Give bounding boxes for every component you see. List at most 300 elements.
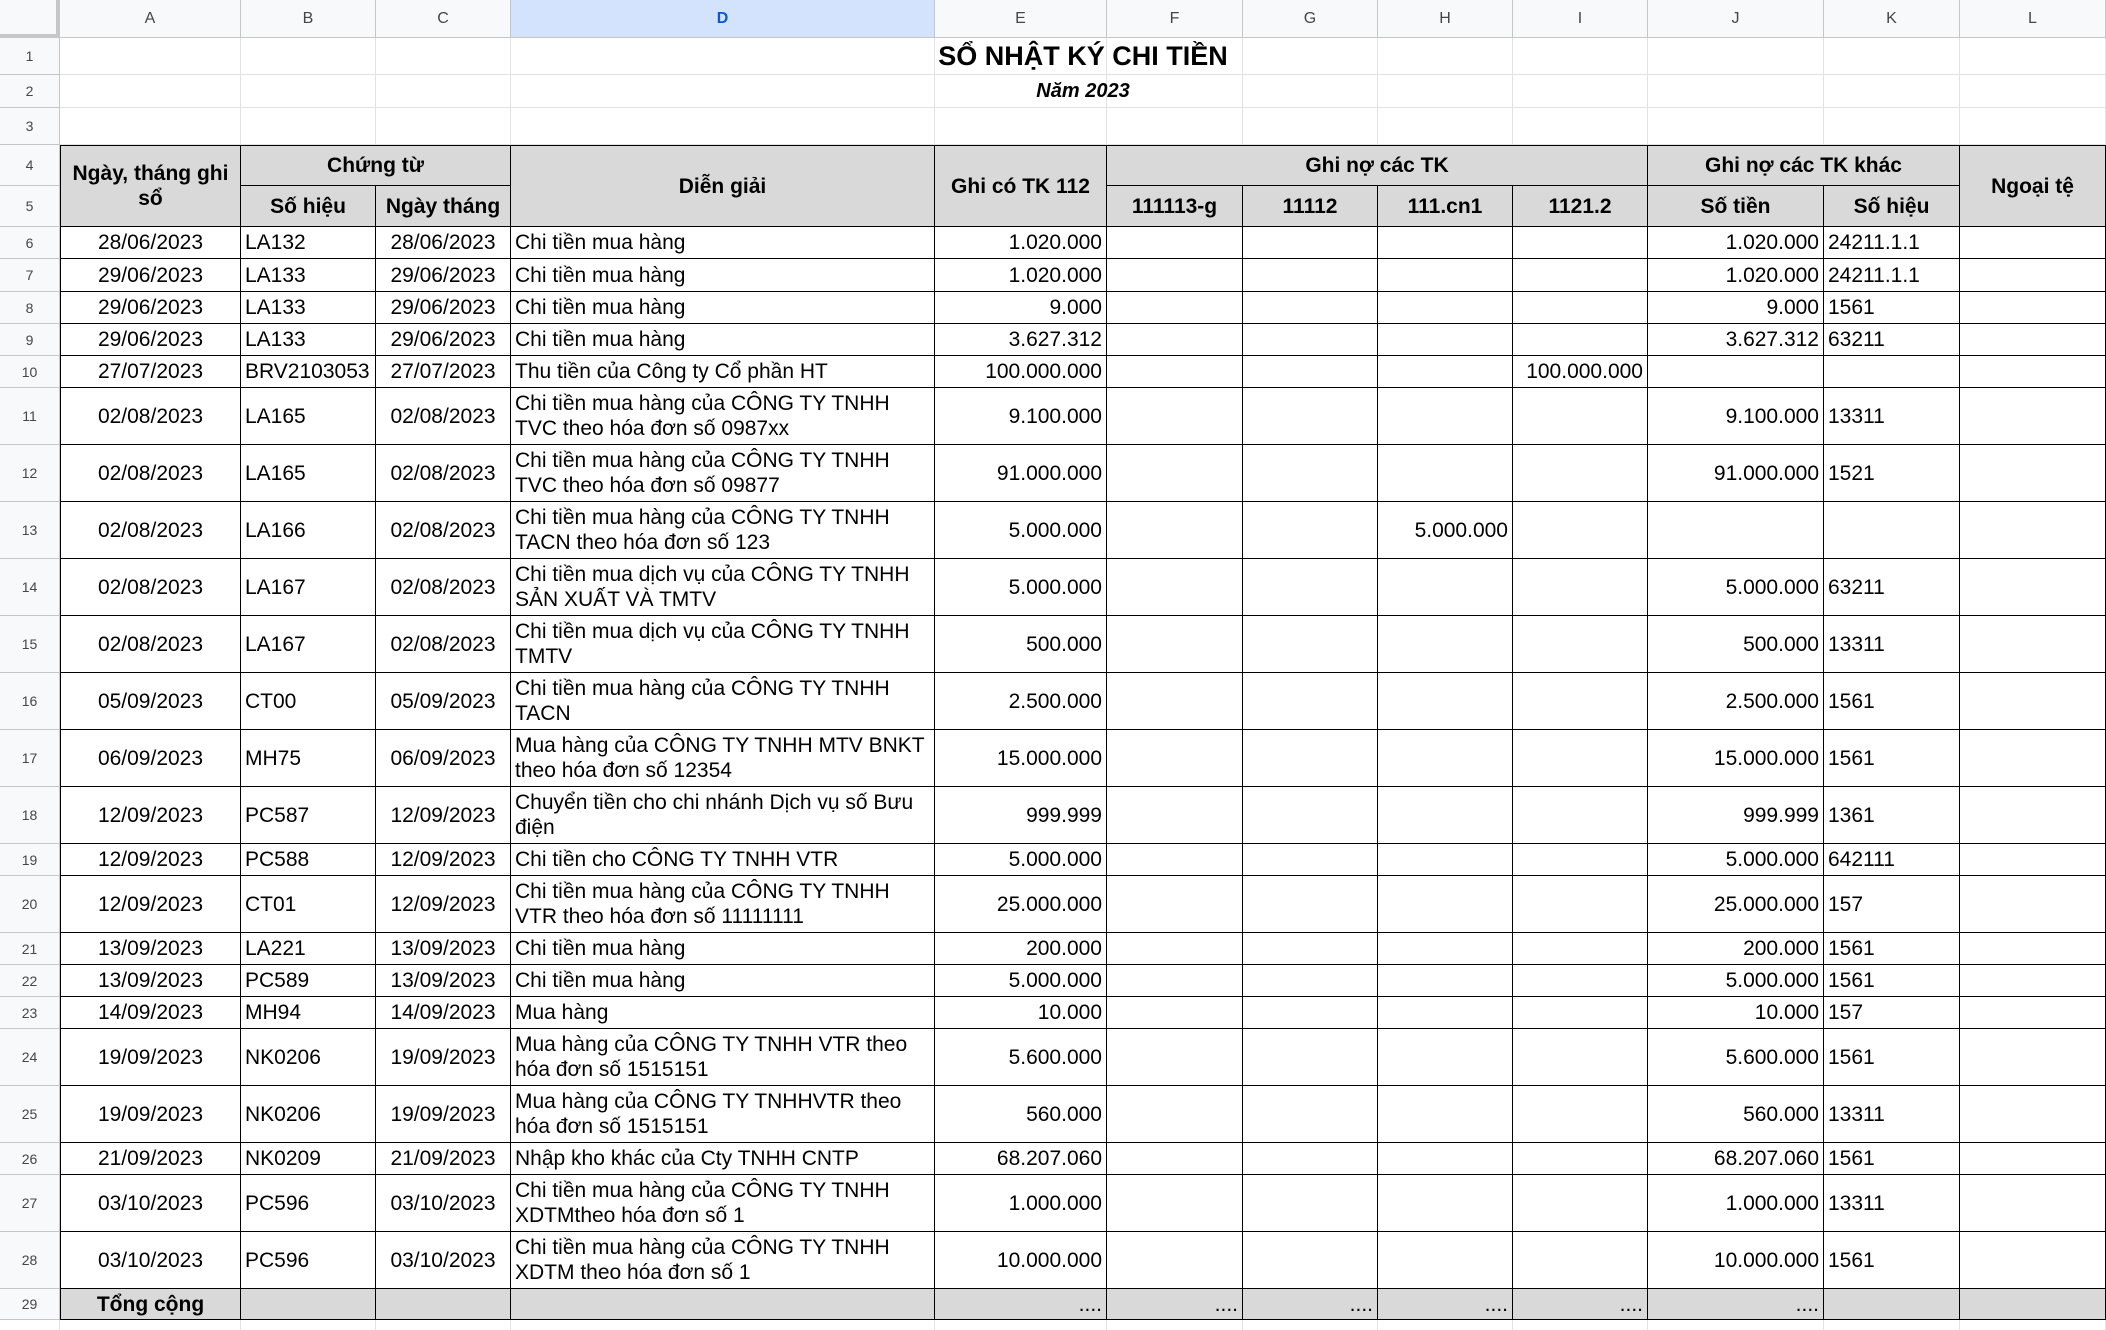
cell-foreign-currency[interactable] xyxy=(1960,933,2106,965)
cell-voucher-no[interactable]: PC596 xyxy=(241,1232,376,1289)
cell-date[interactable]: 29/06/2023 xyxy=(60,324,241,356)
cell-voucher-no[interactable]: CT00 xyxy=(241,673,376,730)
cell-date[interactable]: 13/09/2023 xyxy=(60,965,241,997)
cell-foreign-currency[interactable] xyxy=(1960,1175,2106,1232)
cell-debit-11112[interactable] xyxy=(1243,616,1378,673)
cell-debit-111-cn1[interactable] xyxy=(1378,1143,1513,1175)
cell-credit-amount[interactable]: 5.000.000 xyxy=(935,502,1107,559)
cell-debit-1121-2[interactable] xyxy=(1513,673,1648,730)
row-header-14[interactable]: 14 xyxy=(0,559,60,616)
cell-debit-111113-g[interactable] xyxy=(1107,356,1243,388)
cell-description[interactable]: Chi tiền mua hàng xyxy=(511,965,935,997)
cell-other-account[interactable]: 13311 xyxy=(1824,1175,1960,1232)
cell-debit-1121-2[interactable] xyxy=(1513,1086,1648,1143)
cell-credit-amount[interactable]: 3.627.312 xyxy=(935,324,1107,356)
column-header-c[interactable]: C xyxy=(376,0,511,38)
cell-total-debit[interactable]: .... xyxy=(1107,1289,1243,1320)
cell-voucher-date[interactable]: 19/09/2023 xyxy=(376,1086,511,1143)
cell-date[interactable]: 21/09/2023 xyxy=(60,1143,241,1175)
cell-date[interactable]: 02/08/2023 xyxy=(60,616,241,673)
cell-description[interactable]: Chi tiền mua hàng của CÔNG TY TNHH TVC theo hóa đơn số 0987xx xyxy=(511,388,935,445)
cell-debit-11112[interactable] xyxy=(1243,502,1378,559)
cell-other-amount[interactable]: 25.000.000 xyxy=(1648,876,1824,933)
row-header-22[interactable]: 22 xyxy=(0,965,60,997)
cell-debit-111-cn1[interactable] xyxy=(1378,787,1513,844)
cell-other-amount[interactable]: 500.000 xyxy=(1648,616,1824,673)
cell-debit-11112[interactable] xyxy=(1243,997,1378,1029)
cell-voucher-date[interactable]: 13/09/2023 xyxy=(376,965,511,997)
row-header-6[interactable]: 6 xyxy=(0,227,60,259)
cell-voucher-no[interactable]: LA221 xyxy=(241,933,376,965)
cell-credit-amount[interactable]: 5.600.000 xyxy=(935,1029,1107,1086)
cell-other-amount[interactable]: 5.600.000 xyxy=(1648,1029,1824,1086)
row-header-4[interactable]: 4 xyxy=(0,145,60,186)
cell-debit-1121-2[interactable] xyxy=(1513,787,1648,844)
cell-debit-111113-g[interactable] xyxy=(1107,227,1243,259)
cell-date[interactable]: 29/06/2023 xyxy=(60,292,241,324)
cell-date[interactable]: 06/09/2023 xyxy=(60,730,241,787)
cell-date[interactable]: 12/09/2023 xyxy=(60,844,241,876)
cell-credit-amount[interactable]: 1.020.000 xyxy=(935,227,1107,259)
cell-debit-111-cn1[interactable] xyxy=(1378,997,1513,1029)
cell-description[interactable]: Nhập kho khác của Cty TNHH CNTP xyxy=(511,1143,935,1175)
cell-other-account[interactable]: 24211.1.1 xyxy=(1824,259,1960,292)
header-debit-account[interactable]: 1121.2 xyxy=(1513,186,1648,227)
cell-other-amount[interactable]: 1.020.000 xyxy=(1648,227,1824,259)
cell-debit-111113-g[interactable] xyxy=(1107,559,1243,616)
row-header-18[interactable]: 18 xyxy=(0,787,60,844)
cell-debit-1121-2[interactable] xyxy=(1513,933,1648,965)
cell-other-amount[interactable]: 15.000.000 xyxy=(1648,730,1824,787)
cell-other-amount[interactable]: 5.000.000 xyxy=(1648,965,1824,997)
cell-debit-111-cn1[interactable] xyxy=(1378,259,1513,292)
cell-other-account[interactable]: 1561 xyxy=(1824,673,1960,730)
cell-voucher-date[interactable]: 12/09/2023 xyxy=(376,787,511,844)
cell-debit-1121-2[interactable] xyxy=(1513,844,1648,876)
cell-description[interactable]: Chuyển tiền cho chi nhánh Dịch vụ số Bưu điện xyxy=(511,787,935,844)
row-header-12[interactable]: 12 xyxy=(0,445,60,502)
cell-voucher-date[interactable]: 21/09/2023 xyxy=(376,1143,511,1175)
cell-voucher-date[interactable]: 27/07/2023 xyxy=(376,356,511,388)
cell-other-account[interactable]: 24211.1.1 xyxy=(1824,227,1960,259)
cell-date[interactable]: 03/10/2023 xyxy=(60,1175,241,1232)
cell-total-label[interactable]: Tổng cộng xyxy=(60,1289,241,1320)
cell-debit-111-cn1[interactable] xyxy=(1378,227,1513,259)
column-header-b[interactable]: B xyxy=(241,0,376,38)
cell-debit-111113-g[interactable] xyxy=(1107,1086,1243,1143)
cell-credit-amount[interactable]: 560.000 xyxy=(935,1086,1107,1143)
cell-description[interactable]: Thu tiền của Công ty Cổ phần HT xyxy=(511,356,935,388)
cell-debit-111113-g[interactable] xyxy=(1107,259,1243,292)
cell-other-account[interactable]: 63211 xyxy=(1824,324,1960,356)
cell-foreign-currency[interactable] xyxy=(1960,616,2106,673)
cell-description[interactable]: Chi tiền mua hàng của CÔNG TY TNHH XDTM theo hóa đơn số 1 xyxy=(511,1232,935,1289)
cell-debit-111-cn1[interactable] xyxy=(1378,445,1513,502)
cell-description[interactable]: Chi tiền mua hàng của CÔNG TY TNHH XDTMtheo hóa đơn số 1 xyxy=(511,1175,935,1232)
cell-other-account[interactable]: 1561 xyxy=(1824,730,1960,787)
cell-other-amount[interactable]: 9.000 xyxy=(1648,292,1824,324)
cell-other-amount[interactable] xyxy=(1648,502,1824,559)
cell-description[interactable]: Chi tiền mua hàng xyxy=(511,933,935,965)
cell-description[interactable]: Chi tiền mua hàng của CÔNG TY TNHH VTR theo hóa đơn số 11111111 xyxy=(511,876,935,933)
cell-debit-1121-2[interactable] xyxy=(1513,445,1648,502)
cell-debit-111-cn1[interactable] xyxy=(1378,616,1513,673)
cell-voucher-date[interactable]: 02/08/2023 xyxy=(376,559,511,616)
cell-debit-11112[interactable] xyxy=(1243,356,1378,388)
cell-total-empty[interactable] xyxy=(511,1289,935,1320)
cell-date[interactable]: 02/08/2023 xyxy=(60,445,241,502)
cell-date[interactable]: 03/10/2023 xyxy=(60,1232,241,1289)
header-other-amount[interactable]: Số tiền xyxy=(1648,186,1824,227)
cell-debit-1121-2[interactable] xyxy=(1513,1143,1648,1175)
cell-description[interactable]: Chi tiền cho CÔNG TY TNHH VTR xyxy=(511,844,935,876)
cell-debit-1121-2[interactable] xyxy=(1513,997,1648,1029)
cell-credit-amount[interactable]: 200.000 xyxy=(935,933,1107,965)
cell-debit-1121-2[interactable] xyxy=(1513,324,1648,356)
cell-foreign-currency[interactable] xyxy=(1960,673,2106,730)
cell-other-account[interactable]: 63211 xyxy=(1824,559,1960,616)
cell-debit-11112[interactable] xyxy=(1243,673,1378,730)
cell-other-account[interactable]: 157 xyxy=(1824,997,1960,1029)
cell-debit-111113-g[interactable] xyxy=(1107,876,1243,933)
cell-debit-1121-2[interactable] xyxy=(1513,876,1648,933)
cell-other-amount[interactable]: 3.627.312 xyxy=(1648,324,1824,356)
column-header-f[interactable]: F xyxy=(1107,0,1243,38)
cell-debit-1121-2[interactable] xyxy=(1513,259,1648,292)
cell-voucher-date[interactable]: 29/06/2023 xyxy=(376,324,511,356)
cell-date[interactable]: 05/09/2023 xyxy=(60,673,241,730)
cell-date[interactable]: 02/08/2023 xyxy=(60,388,241,445)
cell-date[interactable]: 12/09/2023 xyxy=(60,787,241,844)
cell-other-account[interactable]: 1361 xyxy=(1824,787,1960,844)
cell-foreign-currency[interactable] xyxy=(1960,227,2106,259)
cell-debit-1121-2[interactable]: 100.000.000 xyxy=(1513,356,1648,388)
cell-description[interactable]: Chi tiền mua hàng của CÔNG TY TNHH TACN theo hóa đơn số 123 xyxy=(511,502,935,559)
sheet-title[interactable]: SỔ NHẬT KÝ CHI TIỀN xyxy=(938,41,1228,71)
row-header-7[interactable]: 7 xyxy=(0,259,60,292)
cell-voucher-date[interactable]: 19/09/2023 xyxy=(376,1029,511,1086)
cell-other-account[interactable] xyxy=(1824,356,1960,388)
cell-debit-111113-g[interactable] xyxy=(1107,673,1243,730)
cell-debit-111113-g[interactable] xyxy=(1107,1175,1243,1232)
header-other-account[interactable]: Số hiệu xyxy=(1824,186,1960,227)
cell-debit-111113-g[interactable] xyxy=(1107,1232,1243,1289)
cell-credit-amount[interactable]: 2.500.000 xyxy=(935,673,1107,730)
cell-voucher-no[interactable]: BRV2103053 xyxy=(241,356,376,388)
cell-credit-amount[interactable]: 9.100.000 xyxy=(935,388,1107,445)
cell-debit-111-cn1[interactable] xyxy=(1378,388,1513,445)
row-header-24[interactable]: 24 xyxy=(0,1029,60,1086)
row-header-16[interactable]: 16 xyxy=(0,673,60,730)
cell-debit-111113-g[interactable] xyxy=(1107,787,1243,844)
cell-voucher-date[interactable]: 14/09/2023 xyxy=(376,997,511,1029)
cell-debit-11112[interactable] xyxy=(1243,876,1378,933)
cell-foreign-currency[interactable] xyxy=(1960,324,2106,356)
cell-debit-111-cn1[interactable] xyxy=(1378,1029,1513,1086)
cell-debit-11112[interactable] xyxy=(1243,259,1378,292)
cell-debit-111113-g[interactable] xyxy=(1107,445,1243,502)
cell-debit-111-cn1[interactable] xyxy=(1378,559,1513,616)
cell-credit-amount[interactable]: 91.000.000 xyxy=(935,445,1107,502)
cell-voucher-date[interactable]: 06/09/2023 xyxy=(376,730,511,787)
header-debit-account[interactable]: 11112 xyxy=(1243,186,1378,227)
cell-debit-11112[interactable] xyxy=(1243,388,1378,445)
cell-other-account[interactable]: 13311 xyxy=(1824,388,1960,445)
cell-debit-11112[interactable] xyxy=(1243,324,1378,356)
cell-voucher-no[interactable]: NK0206 xyxy=(241,1086,376,1143)
cell-debit-1121-2[interactable] xyxy=(1513,502,1648,559)
cell-debit-111-cn1[interactable] xyxy=(1378,844,1513,876)
header-credit-112[interactable]: Ghi có TK 112 xyxy=(935,145,1107,227)
cell-description[interactable]: Mua hàng của CÔNG TY TNHHVTR theo hóa đơn số 1515151 xyxy=(511,1086,935,1143)
cell-debit-111-cn1[interactable] xyxy=(1378,876,1513,933)
cell-date[interactable]: 02/08/2023 xyxy=(60,502,241,559)
cell-debit-111113-g[interactable] xyxy=(1107,965,1243,997)
column-header-d[interactable]: D xyxy=(511,0,935,38)
cell-debit-11112[interactable] xyxy=(1243,227,1378,259)
cell-date[interactable]: 28/06/2023 xyxy=(60,227,241,259)
cell-debit-1121-2[interactable] xyxy=(1513,616,1648,673)
header-date[interactable]: Ngày, tháng ghi sổ xyxy=(60,145,241,227)
cell-debit-111-cn1[interactable] xyxy=(1378,933,1513,965)
column-header-i[interactable]: I xyxy=(1513,0,1648,38)
cell-other-amount[interactable]: 999.999 xyxy=(1648,787,1824,844)
cell-debit-111113-g[interactable] xyxy=(1107,1029,1243,1086)
cell-credit-amount[interactable]: 5.000.000 xyxy=(935,965,1107,997)
sheet-subtitle[interactable]: Năm 2023 xyxy=(1036,80,1130,102)
cell-other-account[interactable]: 1561 xyxy=(1824,933,1960,965)
cell-debit-111113-g[interactable] xyxy=(1107,1143,1243,1175)
cell-voucher-no[interactable]: LA167 xyxy=(241,616,376,673)
column-header-e[interactable]: E xyxy=(935,0,1107,38)
cell-credit-amount[interactable]: 25.000.000 xyxy=(935,876,1107,933)
cell-debit-11112[interactable] xyxy=(1243,730,1378,787)
row-header-23[interactable]: 23 xyxy=(0,997,60,1029)
cell-credit-amount[interactable]: 100.000.000 xyxy=(935,356,1107,388)
column-header-k[interactable]: K xyxy=(1824,0,1960,38)
cell-voucher-date[interactable]: 03/10/2023 xyxy=(376,1232,511,1289)
cell-voucher-date[interactable]: 28/06/2023 xyxy=(376,227,511,259)
row-header-13[interactable]: 13 xyxy=(0,502,60,559)
cell-voucher-date[interactable]: 12/09/2023 xyxy=(376,876,511,933)
cell-debit-111113-g[interactable] xyxy=(1107,616,1243,673)
row-header-10[interactable]: 10 xyxy=(0,356,60,388)
header-debit-account[interactable]: 111113-g xyxy=(1107,186,1243,227)
cell-debit-111-cn1[interactable] xyxy=(1378,356,1513,388)
cell-total-empty[interactable] xyxy=(1824,1289,1960,1320)
cell-voucher-no[interactable]: CT01 xyxy=(241,876,376,933)
cell-description[interactable]: Mua hàng xyxy=(511,997,935,1029)
cell-other-amount[interactable]: 5.000.000 xyxy=(1648,844,1824,876)
column-header-g[interactable]: G xyxy=(1243,0,1378,38)
select-all-corner[interactable] xyxy=(0,0,60,38)
cell-debit-11112[interactable] xyxy=(1243,787,1378,844)
cell-foreign-currency[interactable] xyxy=(1960,844,2106,876)
cell-other-amount[interactable]: 560.000 xyxy=(1648,1086,1824,1143)
cell-debit-1121-2[interactable] xyxy=(1513,730,1648,787)
cell-voucher-date[interactable]: 12/09/2023 xyxy=(376,844,511,876)
cell-debit-111113-g[interactable] xyxy=(1107,388,1243,445)
row-header-8[interactable]: 8 xyxy=(0,292,60,324)
cell-debit-1121-2[interactable] xyxy=(1513,559,1648,616)
cell-debit-111-cn1[interactable] xyxy=(1378,1086,1513,1143)
cell-other-amount[interactable] xyxy=(1648,356,1824,388)
row-header-21[interactable]: 21 xyxy=(0,933,60,965)
cell-credit-amount[interactable]: 15.000.000 xyxy=(935,730,1107,787)
cell-voucher-date[interactable]: 13/09/2023 xyxy=(376,933,511,965)
cell-voucher-no[interactable]: LA165 xyxy=(241,445,376,502)
cell-other-account[interactable]: 1521 xyxy=(1824,445,1960,502)
cell-other-account[interactable]: 1561 xyxy=(1824,965,1960,997)
cell-description[interactable]: Mua hàng của CÔNG TY TNHH VTR theo hóa đơn số 1515151 xyxy=(511,1029,935,1086)
cell-other-amount[interactable]: 2.500.000 xyxy=(1648,673,1824,730)
cell-other-account[interactable]: 1561 xyxy=(1824,1232,1960,1289)
cell-description[interactable]: Chi tiền mua hàng xyxy=(511,227,935,259)
header-voucher-date[interactable]: Ngày tháng xyxy=(376,186,511,227)
cell-other-account[interactable]: 1561 xyxy=(1824,1029,1960,1086)
cell-debit-111113-g[interactable] xyxy=(1107,844,1243,876)
cell-total-debit[interactable]: .... xyxy=(1243,1289,1378,1320)
cell-other-amount[interactable]: 1.000.000 xyxy=(1648,1175,1824,1232)
cell-date[interactable]: 02/08/2023 xyxy=(60,559,241,616)
row-header-20[interactable]: 20 xyxy=(0,876,60,933)
cell-foreign-currency[interactable] xyxy=(1960,559,2106,616)
cell-debit-11112[interactable] xyxy=(1243,1086,1378,1143)
cell-description[interactable]: Chi tiền mua dịch vụ của CÔNG TY TNHH SẢN XUẤT VÀ TMTV xyxy=(511,559,935,616)
cell-debit-11112[interactable] xyxy=(1243,933,1378,965)
cell-credit-amount[interactable]: 5.000.000 xyxy=(935,559,1107,616)
cell-voucher-no[interactable]: LA133 xyxy=(241,292,376,324)
cell-total-credit[interactable]: .... xyxy=(935,1289,1107,1320)
cell-debit-11112[interactable] xyxy=(1243,559,1378,616)
cell-voucher-date[interactable]: 29/06/2023 xyxy=(376,259,511,292)
cell-other-account[interactable]: 13311 xyxy=(1824,616,1960,673)
header-debit-group[interactable]: Ghi nợ các TK xyxy=(1107,145,1648,186)
cell-debit-1121-2[interactable] xyxy=(1513,292,1648,324)
cell-voucher-no[interactable]: NK0206 xyxy=(241,1029,376,1086)
cell-date[interactable]: 29/06/2023 xyxy=(60,259,241,292)
cell-total-debit[interactable]: .... xyxy=(1513,1289,1648,1320)
cell-debit-111113-g[interactable] xyxy=(1107,324,1243,356)
cell-debit-11112[interactable] xyxy=(1243,1143,1378,1175)
column-header-l[interactable]: L xyxy=(1960,0,2106,38)
cell-date[interactable]: 19/09/2023 xyxy=(60,1086,241,1143)
cell-other-amount[interactable]: 91.000.000 xyxy=(1648,445,1824,502)
cell-debit-1121-2[interactable] xyxy=(1513,227,1648,259)
cell-description[interactable]: Chi tiền mua dịch vụ của CÔNG TY TNHH TMTV xyxy=(511,616,935,673)
cell-credit-amount[interactable]: 999.999 xyxy=(935,787,1107,844)
cell-other-account[interactable] xyxy=(1824,502,1960,559)
column-header-h[interactable]: H xyxy=(1378,0,1513,38)
cell-total-empty[interactable] xyxy=(241,1289,376,1320)
cell-other-amount[interactable]: 9.100.000 xyxy=(1648,388,1824,445)
cell-voucher-no[interactable]: PC589 xyxy=(241,965,376,997)
cell-debit-1121-2[interactable] xyxy=(1513,965,1648,997)
row-header-28[interactable]: 28 xyxy=(0,1232,60,1289)
cell-voucher-no[interactable]: LA133 xyxy=(241,259,376,292)
cell-description[interactable]: Chi tiền mua hàng của CÔNG TY TNHH TACN xyxy=(511,673,935,730)
cell-foreign-currency[interactable] xyxy=(1960,1143,2106,1175)
cell-foreign-currency[interactable] xyxy=(1960,730,2106,787)
cell-voucher-no[interactable]: MH75 xyxy=(241,730,376,787)
cell-debit-1121-2[interactable] xyxy=(1513,1029,1648,1086)
row-header-25[interactable]: 25 xyxy=(0,1086,60,1143)
cell-debit-11112[interactable] xyxy=(1243,1029,1378,1086)
cell-other-amount[interactable]: 200.000 xyxy=(1648,933,1824,965)
cell-voucher-no[interactable]: LA165 xyxy=(241,388,376,445)
cell-debit-111-cn1[interactable]: 5.000.000 xyxy=(1378,502,1513,559)
cell-voucher-no[interactable]: NK0209 xyxy=(241,1143,376,1175)
cell-description[interactable]: Chi tiền mua hàng xyxy=(511,292,935,324)
cell-credit-amount[interactable]: 10.000.000 xyxy=(935,1232,1107,1289)
cell-foreign-currency[interactable] xyxy=(1960,997,2106,1029)
cell-voucher-no[interactable]: PC587 xyxy=(241,787,376,844)
row-header-27[interactable]: 27 xyxy=(0,1175,60,1232)
cell-description[interactable]: Mua hàng của CÔNG TY TNHH MTV BNKT theo hóa đơn số 12354 xyxy=(511,730,935,787)
cell-other-account[interactable]: 642111 xyxy=(1824,844,1960,876)
cell-debit-111-cn1[interactable] xyxy=(1378,965,1513,997)
cell-voucher-no[interactable]: LA132 xyxy=(241,227,376,259)
cell-debit-111-cn1[interactable] xyxy=(1378,1175,1513,1232)
row-header-5[interactable]: 5 xyxy=(0,186,60,227)
cell-foreign-currency[interactable] xyxy=(1960,1232,2106,1289)
cell-description[interactable]: Chi tiền mua hàng xyxy=(511,324,935,356)
cell-foreign-currency[interactable] xyxy=(1960,1029,2106,1086)
cell-other-account[interactable]: 157 xyxy=(1824,876,1960,933)
cell-debit-11112[interactable] xyxy=(1243,445,1378,502)
cell-foreign-currency[interactable] xyxy=(1960,1086,2106,1143)
row-header-11[interactable]: 11 xyxy=(0,388,60,445)
cell-credit-amount[interactable]: 5.000.000 xyxy=(935,844,1107,876)
cell-other-amount[interactable]: 1.020.000 xyxy=(1648,259,1824,292)
cell-date[interactable]: 12/09/2023 xyxy=(60,876,241,933)
cell-foreign-currency[interactable] xyxy=(1960,965,2106,997)
cell-credit-amount[interactable]: 1.020.000 xyxy=(935,259,1107,292)
cell-foreign-currency[interactable] xyxy=(1960,259,2106,292)
cell-description[interactable]: Chi tiền mua hàng xyxy=(511,259,935,292)
cell-foreign-currency[interactable] xyxy=(1960,445,2106,502)
cell-debit-11112[interactable] xyxy=(1243,965,1378,997)
cell-credit-amount[interactable]: 1.000.000 xyxy=(935,1175,1107,1232)
header-voucher[interactable]: Chứng từ xyxy=(241,145,511,186)
row-header-17[interactable]: 17 xyxy=(0,730,60,787)
cell-total-empty[interactable] xyxy=(376,1289,511,1320)
cell-voucher-date[interactable]: 05/09/2023 xyxy=(376,673,511,730)
cell-debit-111-cn1[interactable] xyxy=(1378,730,1513,787)
cell-debit-11112[interactable] xyxy=(1243,1175,1378,1232)
cell-debit-111113-g[interactable] xyxy=(1107,997,1243,1029)
cell-debit-111-cn1[interactable] xyxy=(1378,292,1513,324)
header-voucher-no[interactable]: Số hiệu xyxy=(241,186,376,227)
cell-voucher-no[interactable]: LA167 xyxy=(241,559,376,616)
cell-debit-111-cn1[interactable] xyxy=(1378,324,1513,356)
column-header-a[interactable]: A xyxy=(60,0,241,38)
cell-credit-amount[interactable]: 10.000 xyxy=(935,997,1107,1029)
cell-other-amount[interactable]: 10.000.000 xyxy=(1648,1232,1824,1289)
header-description[interactable]: Diễn giải xyxy=(511,145,935,227)
cell-debit-111113-g[interactable] xyxy=(1107,502,1243,559)
cell-date[interactable]: 19/09/2023 xyxy=(60,1029,241,1086)
cell-debit-111113-g[interactable] xyxy=(1107,730,1243,787)
cell-total-debit[interactable]: .... xyxy=(1378,1289,1513,1320)
cell-other-amount[interactable]: 10.000 xyxy=(1648,997,1824,1029)
cell-total-empty[interactable] xyxy=(1960,1289,2106,1320)
row-header-1[interactable]: 1 xyxy=(0,38,60,75)
cell-debit-1121-2[interactable] xyxy=(1513,1232,1648,1289)
cell-voucher-no[interactable]: LA133 xyxy=(241,324,376,356)
cell-voucher-date[interactable]: 03/10/2023 xyxy=(376,1175,511,1232)
cell-debit-1121-2[interactable] xyxy=(1513,388,1648,445)
